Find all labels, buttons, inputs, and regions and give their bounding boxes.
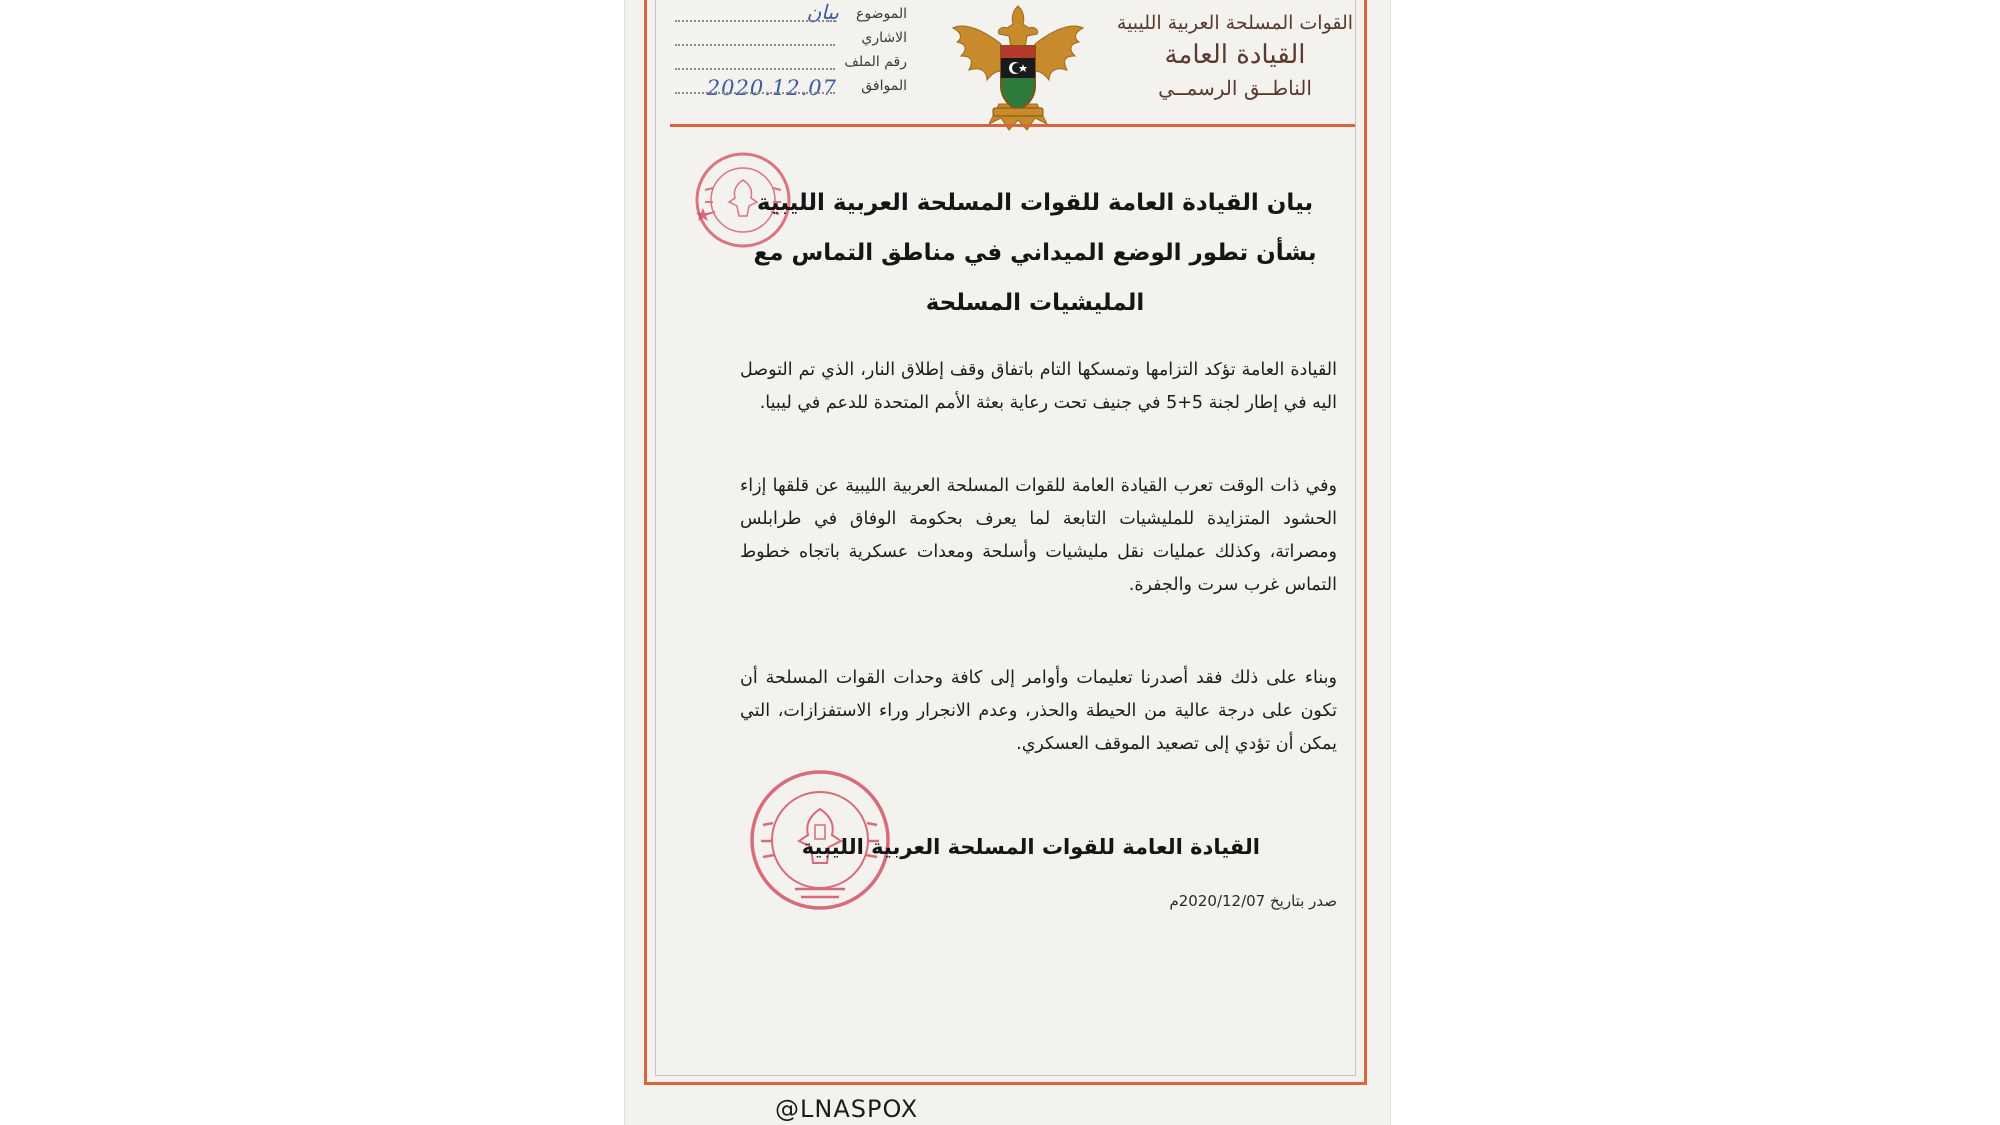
- reference-number-row: [667, 28, 907, 52]
- letterhead-organization: [1110, 10, 1360, 102]
- statement-paragraph-1: القيادة العامة تؤكد التزامها وتمسكها التام باتفاق وقف إطلاق النار، الذي تم التوصل اليه في إطار لجنة 5+5 في جنيف تحت رعاية بعثة الأمم المتحدة للدعم في ليبيا.: [740, 360, 1337, 413]
- signature-line: القيادة العامة للقوات المسلحة العربية الليبية: [801, 835, 1260, 859]
- date-handwritten-value: 2020.12.07: [706, 76, 837, 100]
- header-divider: [670, 124, 1355, 127]
- statement-paragraph-2: وفي ذات الوقت تعرب القيادة العامة للقوات المسلحة العربية الليبية عن قلقها إزاء الحشود المتزايدة للمليشيات التابعة لما يعرف بحكومة الوفاق في طرابلس ومصراتة، وكذلك عمليات نقل مليشيات وأسلحة ومعدات عسكرية باتجاه خطوط التماس غرب سرت والجفرة.: [740, 476, 1337, 595]
- org-line-general-command: القيادة العامة: [1164, 40, 1306, 70]
- date-dotted-line: [675, 92, 835, 94]
- reference-number-dotted-line: [675, 44, 835, 46]
- eagle-emblem-icon: [943, 0, 1093, 138]
- file-number-label: رقم الملف: [844, 54, 907, 70]
- statement-title: بيان القيادة العامة للقوات المسلحة العربية الليبية بشأن تطور الوضع الميداني في مناطق التماس مع المليشيات المسلحة: [753, 190, 1317, 316]
- file-number-dotted-line: [675, 68, 835, 70]
- subject-handwritten-value: بيان: [806, 0, 839, 24]
- reference-number-label: الاشاري: [861, 30, 907, 46]
- date-row: [667, 76, 907, 100]
- subject-dotted-line: [675, 20, 835, 22]
- org-line-armed-forces: القوات المسلحة العربية الليبية: [1116, 12, 1354, 34]
- watermark-text: @LNASPOX: [775, 1095, 919, 1123]
- subject-row: [667, 0, 907, 28]
- source-watermark: [775, 1095, 918, 1123]
- subject-label: الموضوع: [856, 6, 907, 22]
- statement-paragraph-3: وبناء على ذلك فقد أصدرنا تعليمات وأوامر إلى كافة وحدات القوات المسلحة أن تكون على درجة عالية من الحيطة والحذر، وعدم الانجرار وراء الاستفزازات، التي يمكن أن تؤدي إلى تصعيد الموقف العسكري.: [740, 668, 1337, 754]
- file-number-row: [667, 52, 907, 76]
- org-line-spokesman: الناطــق الرسمــي: [1158, 76, 1312, 100]
- date-label: الموافق: [861, 78, 907, 94]
- document-page: [625, 0, 1390, 1125]
- issue-date: صدر بتاريخ 2020/12/07م: [1169, 892, 1337, 910]
- reference-block: [667, 0, 907, 100]
